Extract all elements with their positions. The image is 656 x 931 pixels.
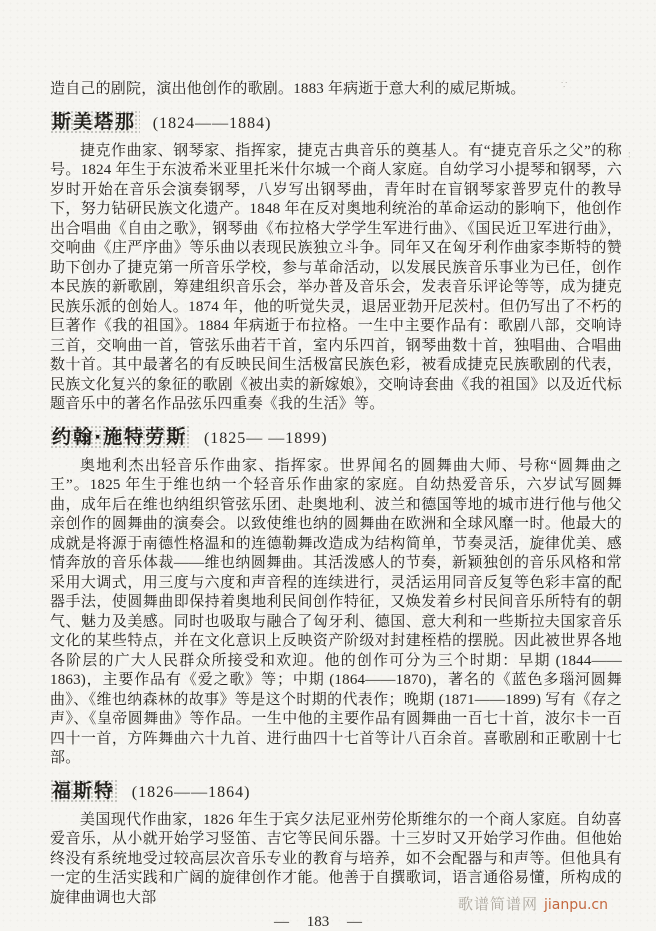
section-heading-foster [50, 777, 622, 807]
watermark-site-name: 歌谱简谱网 [457, 897, 538, 913]
section-foster [50, 777, 622, 909]
biography-paragraph-strauss: 奥地利杰出轻音乐作曲家、指挥家。世界闻名的圆舞曲大师、号称“圆舞曲之王”。1825 年生于维也纳一个轻音乐作曲家的家庭。自幼热爱音乐，六岁试写圆舞曲，成年后在维也纳组织管弦乐团、赴奥地利、波兰和德国等地的城市进行他与他父亲创作的圆舞曲的演奏会。以致使维也纳的圆舞曲在欧洲和全球风靡一时。他最大的成就是将源于南德性格温和的连德勒舞改造成为结构简单，节奏灵活，旋律优美、感情奔放的音乐体裁——维也纳圆舞曲。其活泼感人的节奏，新颖独创的音乐风格和常采用大调式，用三度与六度和声音程的连续进行，灵活运用同音反复等色彩丰富的配器手法，使圆舞曲即保持着奥地利民间创作特征，又焕发着乡村民间音乐所特有的朝气、魅力及美感。同时也吸取与融合了匈牙利、德国、意大利和一些斯拉夫国家音乐文化的某些特点，并在文化意识上反映资产阶级对封建桎梏的摆脱。因此被世界各地各阶层的广大人民群众所接受和欢迎。他的创作可分为三个时期：早期 (1844——1863)，主要作品有《爱之歌》等；中期 (1864——1870)，著名的《蓝色多瑙河圆舞曲》、《维也纳森林的故事》等是这个时期的代表作；晚期 (1871——1899) 写有《存之声》、《皇帝圆舞曲》等作品。一生中他的主要作品有圆舞曲一百七十首，波尔卡一百四十一首，方阵舞曲六十九首、进行曲四十七首等计八百余首。喜歌剧和正歌剧十七部。 [50, 457, 622, 766]
page-number: — 183 — [274, 914, 362, 930]
scan-speck: ： [627, 150, 637, 161]
composer-dates-foster: (1826——1864) [131, 783, 251, 801]
section-heading-strauss [50, 423, 622, 453]
biography-paragraph-smetana: 捷克作曲家、钢琴家、指挥家，捷克古典音乐的奠基人。有“捷克音乐之父”的称号。1824 年生于东波希米亚里托米什尔城一个商人家庭。自幼学习小提琴和钢琴，六岁时开始在音乐会演奏钢琴，八岁写出钢琴曲，青年时在盲钢琴家普罗克什的教导下，努力钻研民族文化遗产。1848 年在反对奥地利统治的革命运动的影响下，他创作出合唱曲《自由之歌》，钢琴曲《布拉格大学学生军进行曲》、《国民近卫军进行曲》，交响曲《庄严序曲》等乐曲以表现民族独立斗争。同年又在匈牙利作曲家李斯特的赞助下创办了捷克第一所音乐学校，参与革命活动，以发展民族音乐事业为已任，创作本民族的新歌剧，筹建组织音乐会，举办普及音乐会，发表音乐评论等等，成为捷克民族乐派的创始人。1874 年，他的听觉失灵，退居亚勃开尼茨村。但仍写出了不朽的巨著作《我的祖国》。1884 年病逝于布拉格。一生中主要作品有：歌剧八部，交响诗三首，交响曲一首，管弦乐曲若干首，室内乐四首，钢琴曲数十首，独唱曲、合唱曲数十首。其中最著名的有反映民间生活极富民族色彩，被看成捷克民族歌剧的代表，民族文化复兴的象征的歌剧《被出卖的新嫁娘》，交响诗套曲《我的祖国》以及近代标题音乐中的著名作品弦乐四重奏《我的生活》等。 [50, 142, 622, 412]
composer-dates-smetana: (1824——1884) [152, 114, 272, 132]
watermark-site-url: jianpu.cn [543, 897, 608, 913]
biography-paragraph-foster: 美国现代作曲家，1826 年生于宾夕法尼亚州劳伦斯维尔的一个商人家庭。自幼喜爱音乐，从小就开始学习竖笛、吉它等民间乐器。十三岁时又开始学习作曲。但他始终没有系统地受过较高层次音乐专业的教育与培养，如不会配器与和声等。但他具有一定的生活实践和广阔的旋律创作才能。他善于自撰歌词，语言通俗易懂，所构成的旋律曲调也大部 [50, 811, 622, 906]
continuation-paragraph: 造自己的剧院，演出他创作的歌剧。1883 年病逝于意大利的威尼斯城。 [50, 81, 526, 97]
scan-speck: ∵ [561, 80, 568, 91]
page-footer [32, 914, 604, 931]
composer-dates-strauss: (1825— —1899) [203, 429, 328, 447]
composer-name-strauss: 约翰·施特劳斯 [50, 425, 191, 450]
section-heading-smetana [50, 108, 622, 138]
watermark [458, 893, 608, 914]
composer-name-foster: 福斯特 [50, 779, 119, 804]
composer-name-smetana: 斯美塔那 [50, 110, 140, 135]
section-johann-strauss [50, 423, 622, 769]
section-smetana [50, 108, 622, 415]
